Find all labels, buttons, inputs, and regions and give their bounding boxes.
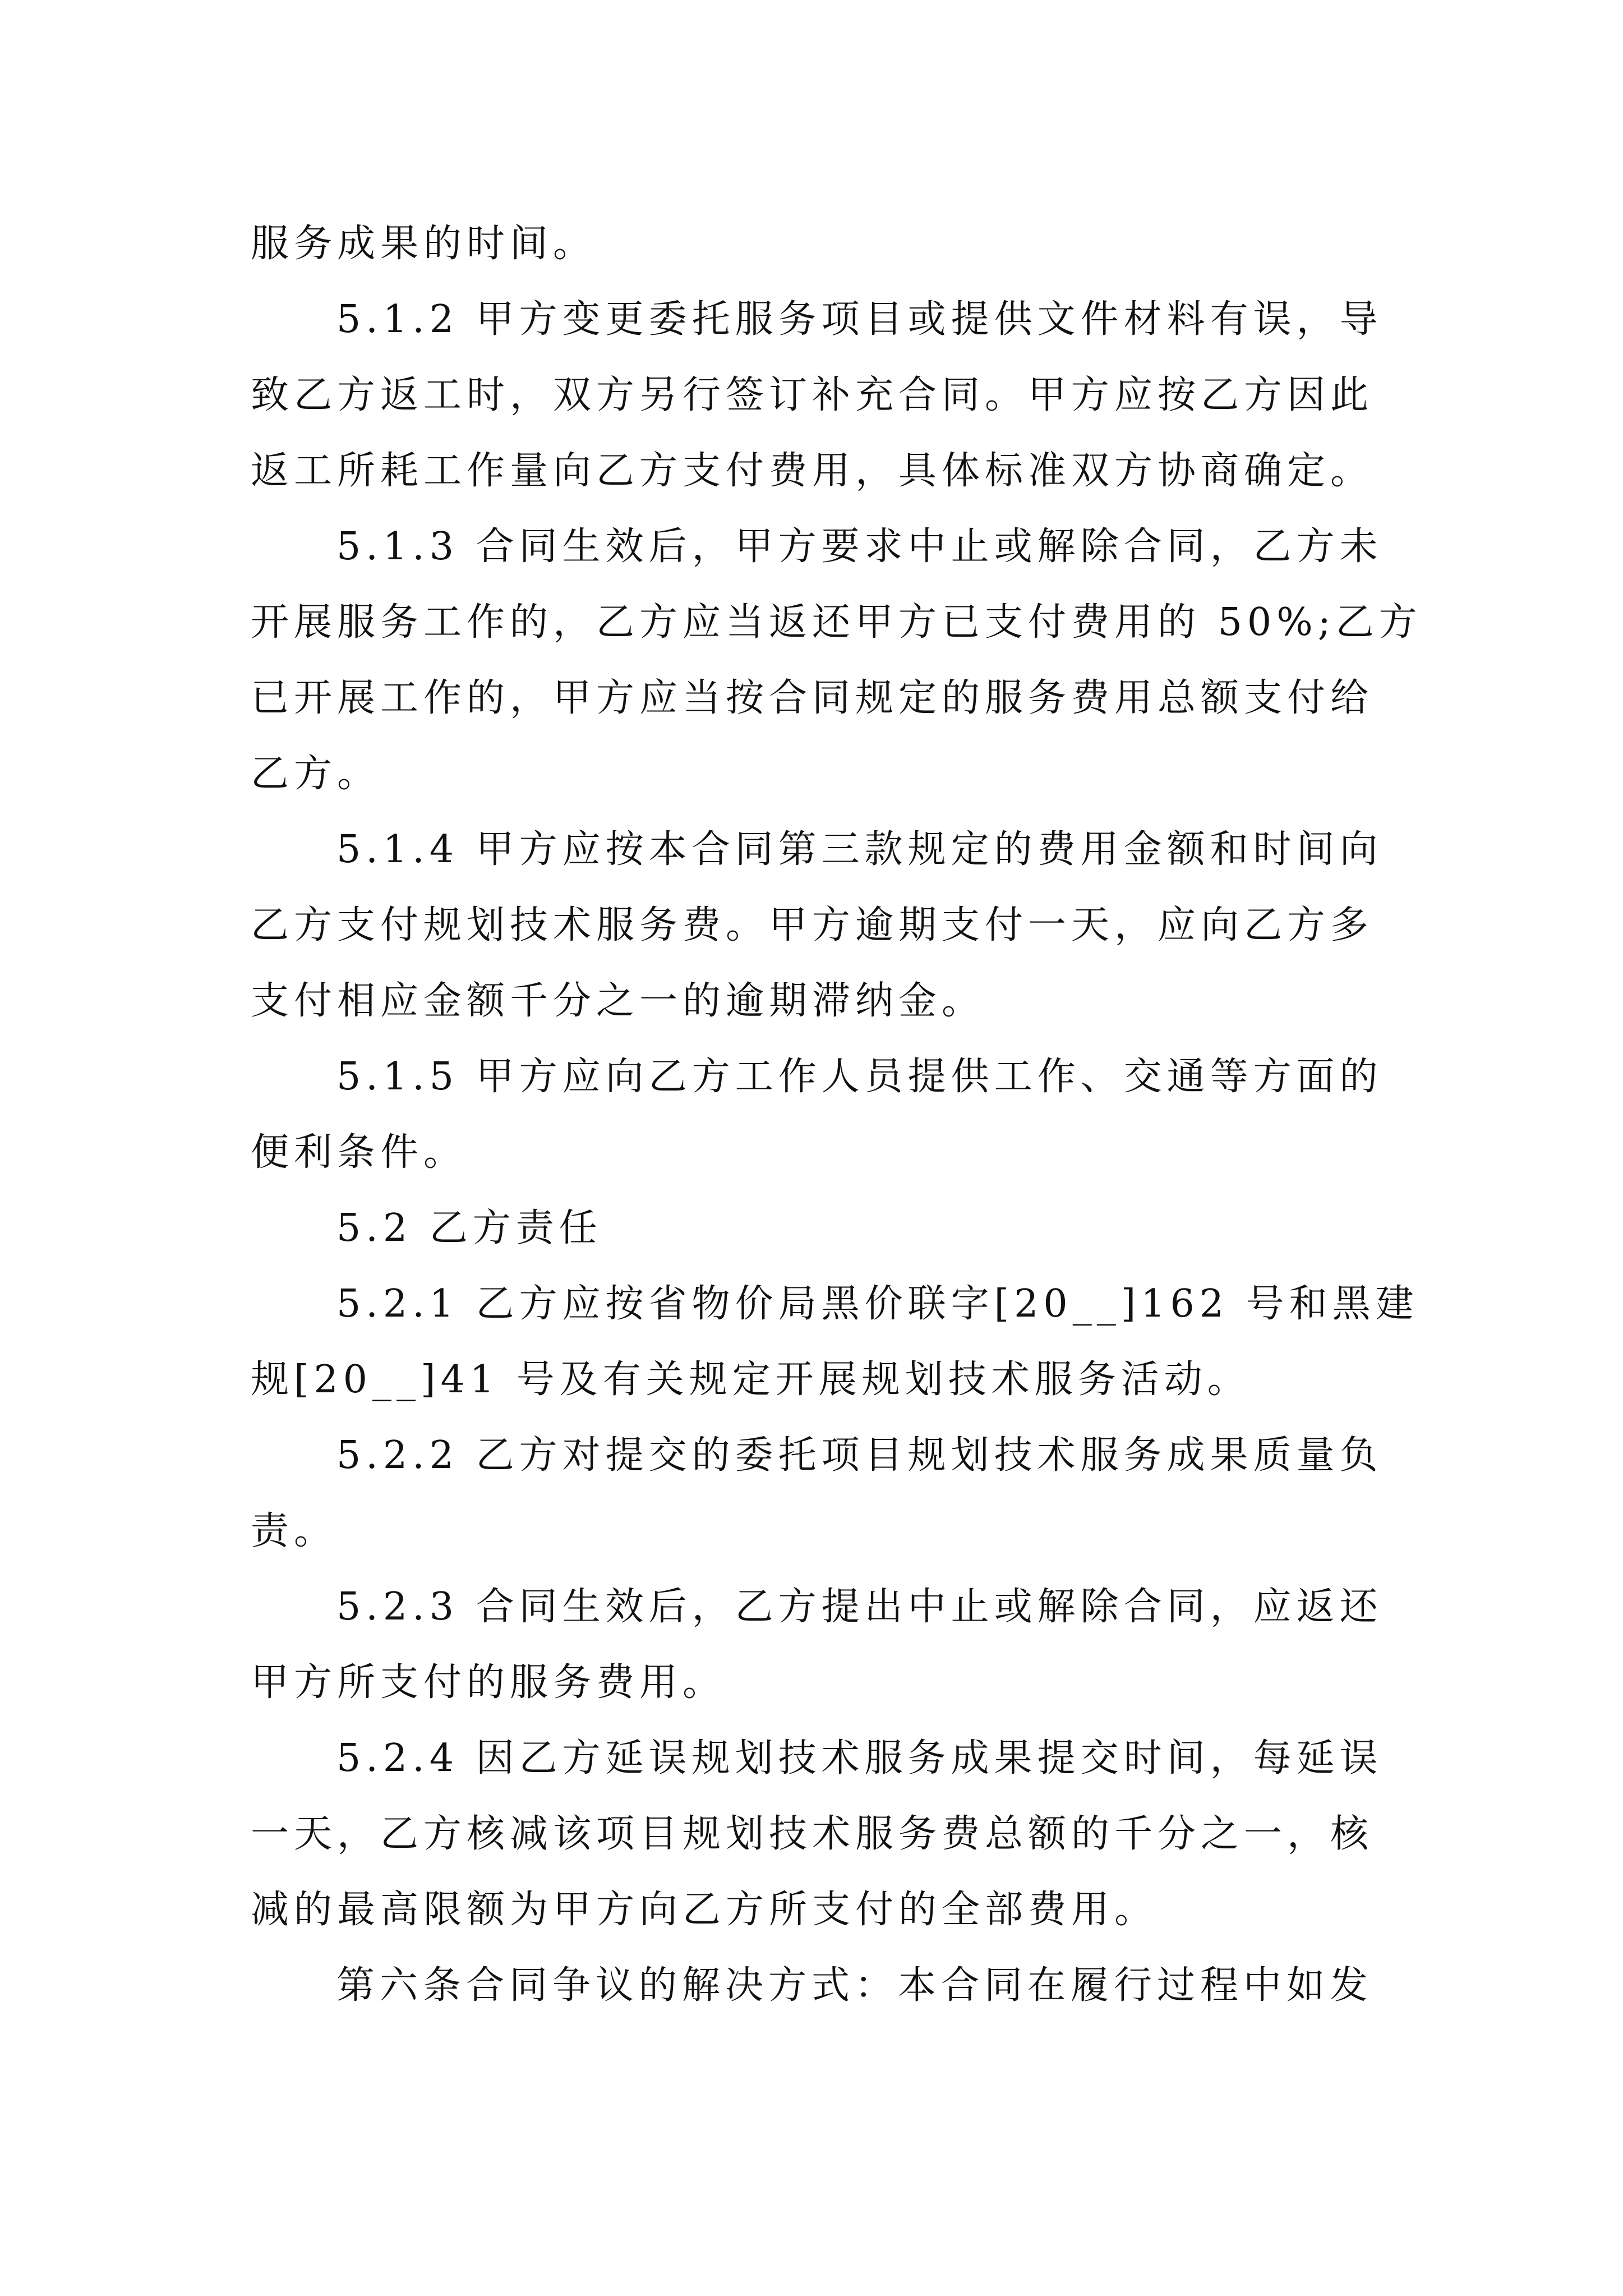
text-line: 开展服务工作的，乙方应当返还甲方已支付费用的 50%;乙方 — [251, 600, 1422, 645]
text-line: 支付相应金额千分之一的逾期滞纳金。 — [251, 979, 985, 1023]
text-line: 5.1.2 甲方变更委托服务项目或提供文件材料有误，导 — [336, 297, 1383, 342]
text-line: 便利条件。 — [251, 1130, 467, 1175]
text-line: 已开展工作的，甲方应当按合同规定的服务费用总额支付给 — [251, 676, 1374, 720]
text-line: 5.2.2 乙方对提交的委托项目规划技术服务成果质量负 — [336, 1433, 1383, 1478]
text-line: 5.2.3 合同生效后，乙方提出中止或解除合同，应返还 — [336, 1585, 1383, 1629]
text-line: 甲方所支付的服务费用。 — [251, 1660, 726, 1705]
text-line: 5.2.4 因乙方延误规划技术服务成果提交时间，每延误 — [336, 1736, 1383, 1780]
text-line: 一天，乙方核减该项目规划技术服务费总额的千分之一，核 — [251, 1812, 1374, 1856]
section-heading: 5.2 乙方责任 — [336, 1206, 602, 1250]
text-line: 5.1.3 合同生效后，甲方要求中止或解除合同，乙方未 — [336, 524, 1383, 569]
text-line: 5.1.5 甲方应向乙方工作人员提供工作、交通等方面的 — [336, 1055, 1383, 1099]
text-line: 乙方支付规划技术服务费。甲方逾期支付一天，应向乙方多 — [251, 903, 1374, 947]
text-line: 乙方。 — [251, 752, 381, 796]
text-line: 致乙方返工时，双方另行签订补充合同。甲方应按乙方因此 — [251, 373, 1374, 417]
text-line: 5.1.4 甲方应按本合同第三款规定的费用金额和时间向 — [336, 827, 1383, 872]
text-line: 服务成果的时间。 — [251, 222, 597, 266]
text-line: 第六条合同争议的解决方式：本合同在履行过程中如发 — [336, 1963, 1373, 2008]
text-line: 返工所耗工作量向乙方支付费用，具体标准双方协商确定。 — [251, 449, 1374, 493]
text-line: 规[20__]41 号及有关规定开展规划技术服务活动。 — [251, 1358, 1251, 1402]
text-line: 减的最高限额为甲方向乙方所支付的全部费用。 — [251, 1888, 1158, 1932]
text-line: 责。 — [251, 1509, 338, 1553]
text-line: 5.2.1 乙方应按省物价局黑价联字[20__]162 号和黑建 — [336, 1282, 1419, 1326]
